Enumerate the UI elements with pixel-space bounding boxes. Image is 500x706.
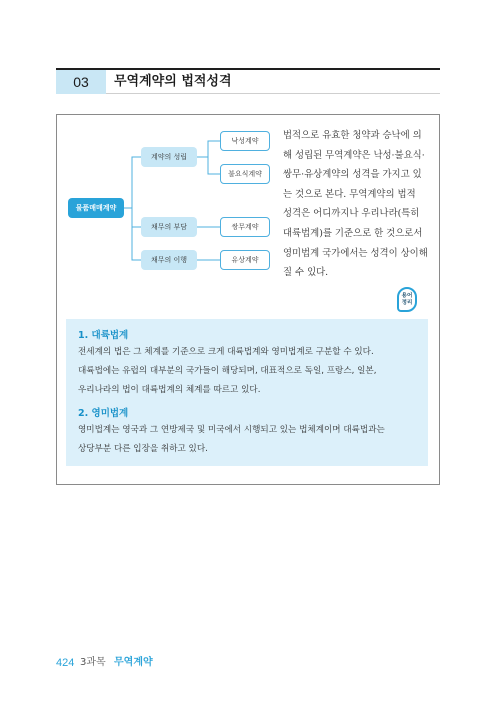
glossary-body-common-law	[78, 421, 418, 459]
glossary-line: 상당부분 다른 입장을 취하고 있다.	[78, 444, 208, 454]
diagram-root-node: 물품매매계약	[68, 198, 124, 218]
diagram-node-formation: 계약의 성립	[141, 147, 197, 167]
description-line: 영미법계 국가에서는 성격이 상이해	[283, 247, 428, 259]
badge-line-1: 용어	[401, 293, 413, 299]
description-paragraph	[283, 126, 428, 283]
diagram-leaf-consensual: 낙성계약	[220, 131, 270, 151]
glossary-line: 대륙법에는 유럽의 대부분의 국가들이 해당되며, 대표적으로 독일, 프랑스, 일본,	[78, 366, 377, 376]
glossary-body-civil-law	[78, 343, 418, 400]
diagram-leaf-bilateral: 쌍무계약	[220, 217, 270, 237]
diagram-node-performance: 채무의 이행	[141, 250, 197, 270]
glossary-line: 영미법계는 영국과 그 연방제국 및 미국에서 시행되고 있는 법체계이며 대륙법과는	[78, 425, 385, 435]
glossary-box	[66, 319, 428, 466]
description-line: 대륙법계)를 기준으로 한 것으로서	[283, 227, 423, 239]
section-number-box	[56, 70, 106, 94]
header-bottom-rule	[106, 93, 440, 94]
description-line: 쌍무·유상계약의 성격을 가지고 있	[283, 169, 422, 181]
glossary-badge-icon	[397, 287, 417, 312]
footer-subject: 무역계약	[114, 657, 153, 668]
glossary-line: 우리나라의 법이 대륙법계의 체계를 따르고 있다.	[78, 385, 261, 395]
diagram-leaf-onerous: 유상계약	[220, 250, 270, 270]
section-number: 03	[73, 74, 89, 90]
description-line: 성격은 어디까지나 우리나라(특히	[283, 208, 420, 220]
description-line: 질 수 있다.	[283, 267, 329, 279]
glossary-line: 전세계의 법은 그 체계를 기준으로 크게 대륙법계와 영미법계로 구분할 수 있다.	[78, 347, 374, 357]
badge-line-2: 정리	[401, 299, 413, 306]
page-number: 424	[56, 657, 75, 669]
footer-chapter: 3과목	[80, 657, 106, 668]
section-title: 무역계약의 법적성격	[114, 74, 232, 89]
description-line: 는 것으로 본다. 무역계약의 법적	[283, 188, 416, 200]
diagram-leaf-informal: 불요식계약	[220, 164, 270, 184]
section-header	[56, 68, 440, 94]
diagram-node-obligation: 채무의 부담	[141, 217, 197, 237]
description-line: 해 성립된 무역계약은 낙성·불요식·	[283, 149, 425, 161]
glossary-heading-common-law: 2. 영미법계	[78, 408, 129, 419]
glossary-heading-civil-law: 1. 대륙법계	[78, 330, 129, 341]
description-line: 법적으로 유효한 청약과 승낙에 의	[283, 130, 422, 141]
